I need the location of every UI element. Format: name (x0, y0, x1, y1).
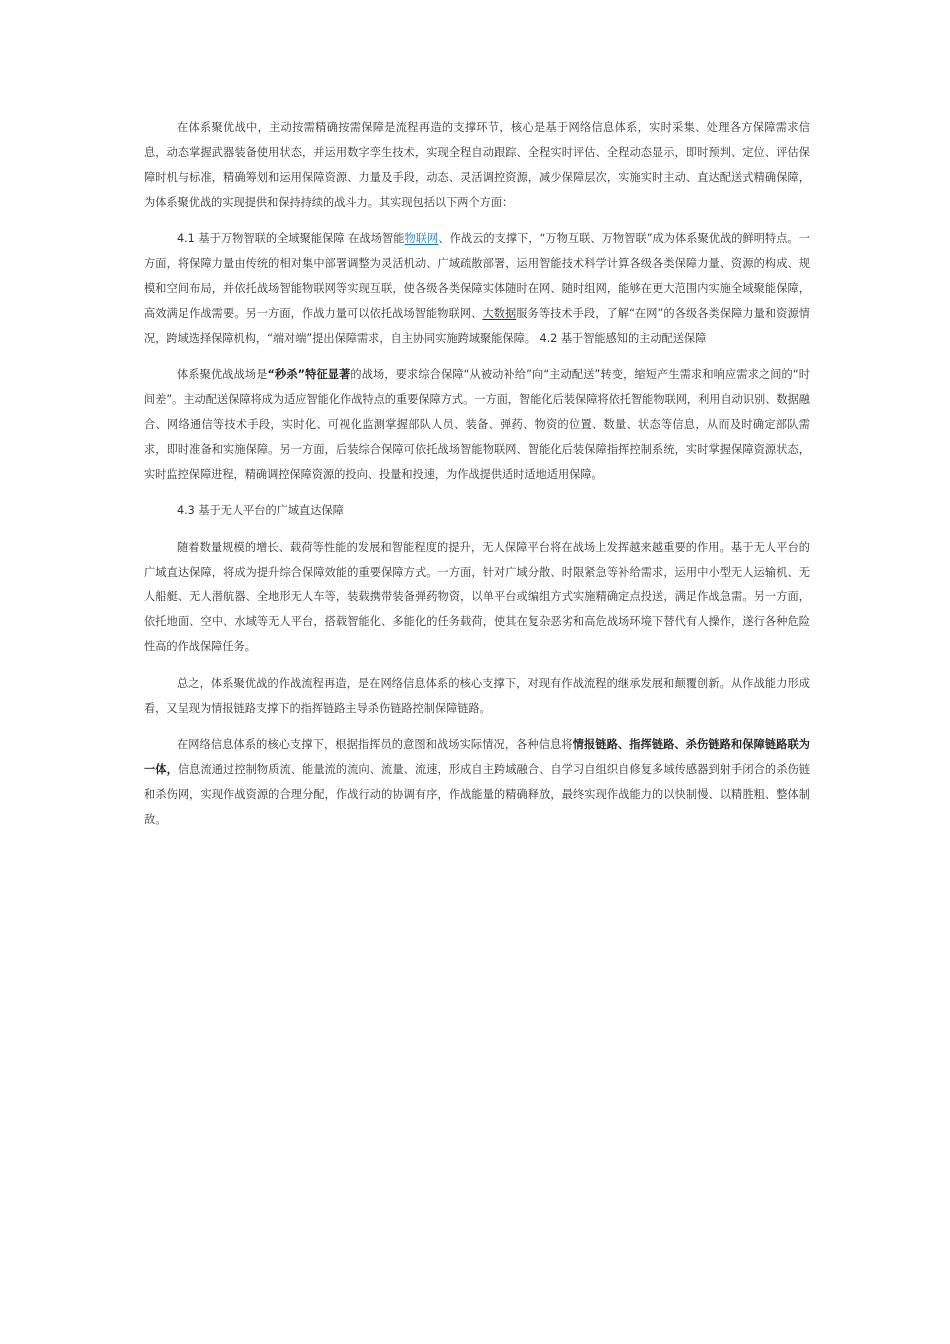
paragraph-summary (144, 672, 810, 722)
paragraph-4-1-text-b: 、作战云的支撑下，“万物互联、万物智联”成为体系聚优战的鲜明特点。一方面，将保障力量由传统的相对集中部署调整为灵活机动、广域疏散部署，运用智能技术科学计算各级各类保障力量、资源的构成、规模和空间布局，并依托战场智能物联网等实现互联，使各级各类保障实体随时在网、随时组网，能够在更大范围内实施全域聚能保障，高效满足作战需要。另一方面，作战力量可以依托战场智能物联网、 (144, 232, 810, 320)
paragraph-gap (144, 488, 810, 500)
paragraph-4-3 (144, 536, 810, 661)
paragraph-conclusion (144, 733, 810, 833)
paragraph-summary-text: 总之，体系聚优战的作战流程再造，是在网络信息体系的核心支撑下，对现有作战流程的继承发展和颠覆创新。从作战能力形成看，又呈现为情报链路支撑下的指挥链路主导杀伤链路控制保障链路。 (144, 676, 810, 715)
article-body (144, 116, 810, 833)
section-heading-4-3-text: 4.3 基于无人平台的广域直达保障 (177, 504, 344, 518)
section-heading-4-3 (144, 499, 810, 524)
paragraph-4-1-text-a: 4.1 基于万物智联的全域聚能保障 在战场智能 (177, 232, 405, 246)
paragraph-intro (144, 116, 810, 216)
big-data-link[interactable]: 大数据 (482, 306, 517, 320)
paragraph-gap (144, 660, 810, 672)
paragraph-gap (144, 524, 810, 536)
paragraph-4-2-bold: “秒杀”特征显著 (267, 368, 351, 382)
iot-link[interactable]: 物联网 (404, 232, 439, 246)
paragraph-gap (144, 721, 810, 733)
paragraph-4-3-text: 随着数量规模的增长、载荷等性能的发展和智能程度的提升，无人保障平台将在战场上发挥越来越重要的作用。基于无人平台的广域直达保障，将成为提升综合保障效能的重要保障方式。一方面，针对广域分散、时限紧急等补给需求，运用中小型无人运输机、无人船艇、无人潜航器、全地形无人车等，装载携带装备弹药物资，以单平台或编组方式实施精确定点投送，满足作战急需。另一方面，依托地面、空中、水域等无人平台，搭载智能化、多能化的任务载荷，使其在复杂恶劣和高危战场环境下替代有人操作，遂行各种危险性高的作战保障任务。 (144, 540, 810, 654)
paragraph-4-1 (144, 227, 810, 352)
paragraph-4-2-text-b: 的战场，要求综合保障“从被动补给”向“主动配送”转变，缩短产生需求和响应需求之间的“时间差”。主动配送保障将成为适应智能化作战特点的重要保障方式。一方面，智能化后装保障将依托智能物联网，利用自动识别、数据融合、网络通信等技术手段，实时化、可视化监测掌握部队人员、装备、弹药、物资的位置、数量、状态等信息，从而及时确定部队需求，即时准备和实施保障。另一方面，后装综合保障可依托战场智能物联网、智能化后装保障指挥控制系统，实时掌握保障资源状态，实时监控保障进程，精确调控保障资源的投向、投量和投速，为作战提供适时适地适用保障。 (144, 368, 810, 481)
paragraph-gap (144, 352, 810, 364)
paragraph-conclusion-text-b: 信息流通过控制物质流、能量流的流向、流量、流速，形成自主跨域融合、自学习自组织自修复多域传感器到射手闭合的杀伤链和杀伤网，实现作战资源的合理分配，作战行动的协调有序，作战能量的精确释放，最终实现作战能力的以快制慢、以精胜粗、整体制敌。 (144, 762, 810, 826)
paragraph-4-2 (144, 363, 810, 488)
paragraph-intro-text: 在体系聚优战中，主动按需精确按需保障是流程再造的支撑环节，核心是基于网络信息体系，实时采集、处理各方保障需求信息，动态掌握武器装备使用状态，并运用数字孪生技术，实现全程自动跟踪、全程实时评估、全程动态显示，即时预判、定位、评估保障时机与标准，精确筹划和运用保障资源、力量及手段，动态、灵活调控资源，减少保障层次，实施实时主动、直达配送式精确保障，为体系聚优战的实现提供和保持持续的战斗力。其实现包括以下两个方面： (144, 121, 810, 209)
paragraph-conclusion-text-a: 在网络信息体系的核心支撑下，根据指挥员的意图和战场实际情况，各种信息将 (177, 737, 573, 751)
paragraph-conclusion-bold: 情报链路、指挥链路、杀伤链路和保障链路联为一体， (144, 737, 810, 776)
paragraph-4-1-text-c: 服务等技术手段，了解“在网”的各级各类保障力量和资源情况，跨域选择保障机构，“端对端”提出保障需求，自主协同实施跨域聚能保障。 4.2 基于智能感知的主动配送保障 (144, 306, 810, 345)
paragraph-gap (144, 216, 810, 228)
paragraph-4-2-text-a: 体系聚优战战场是 (177, 368, 268, 382)
